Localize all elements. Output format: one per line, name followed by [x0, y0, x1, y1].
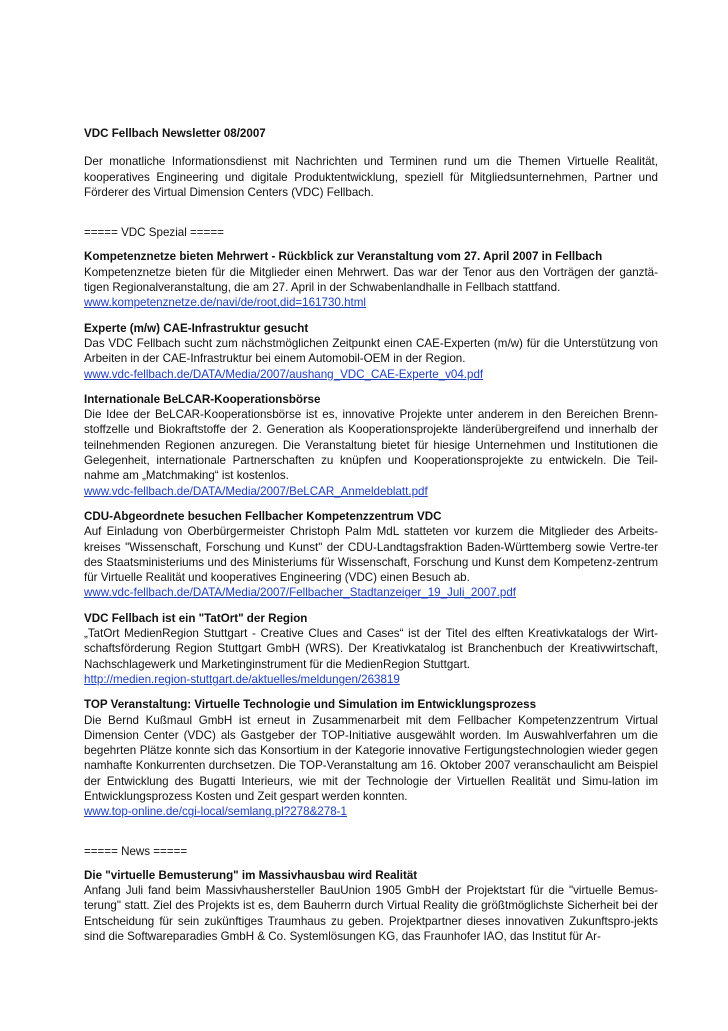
- article-heading: Die "virtuelle Bemusterung" im Massivhausbau wird Realität: [84, 868, 418, 882]
- article-link[interactable]: www.kompetenznetze.de/navi/de/root,did=161730.html: [84, 296, 366, 310]
- article-virtuelle-bemusterung: [84, 868, 658, 944]
- article-heading: VDC Fellbach ist ein "TatOrt" der Region: [84, 611, 308, 625]
- article-heading: Kompetenznetze bieten Mehrwert - Rückblick zur Veranstaltung vom 27. April 2007 in Fellbach: [84, 250, 603, 264]
- article-heading: Experte (m/w) CAE-Infrastruktur gesucht: [84, 321, 309, 335]
- newsletter-title: VDC Fellbach Newsletter 08/2007: [84, 127, 266, 140]
- article-body: Auf Einladung von Oberbürgermeister Christoph Palm MdL statteten vor kurzem die Mitglieder des Arbeits-kreises "Wissenschaft, Forschung und Kunst" der CDU-Landtagsfraktion Baden-Württemberg sowie Vertre-ter des Staatsministeriums und des Ministeriums für Wissenschaft, Forschung und Kunst dem Kompetenz-zentrum für Virtuelle Realität und kooperatives Engineering (VDC) einen Besuch ab.: [84, 525, 658, 585]
- section-heading-spezial: ===== VDC Spezial =====: [84, 226, 224, 240]
- section-heading-news: ===== News =====: [84, 844, 188, 858]
- article-cdu-besuch: [84, 509, 658, 601]
- article-link[interactable]: www.vdc-fellbach.de/DATA/Media/2007/aushang_VDC_CAE-Experte_v04.pdf: [84, 367, 484, 381]
- article-body: Kompetenznetze bieten für die Mitglieder einen Mehrwert. Das war der Tenor aus den Vorträgen der ganztä-tigen Regionalveranstaltung, die am 27. April in der Schwabenlandhalle in Fellbach stattfand.: [84, 265, 658, 295]
- article-kompetenznetze: [84, 249, 658, 310]
- article-body: Anfang Juli fand beim Massivhaushersteller BauUnion 1905 GmbH der Projektstart für die "virtuelle Bemus-terung" statt. Ziel des Projekts ist es, dem Bauherrn durch Virtual Reality die größtmöglichste Sicherheit bei der Entscheidung für sein zukünftiges Traumhaus zu geben. Projektpartner dieses innovativen Zukunftspro-jekts sind die Softwareparadies GmbH & Co. Systemlösungen KG, das Fraunhofer IAO, das Institut für Ar-: [84, 884, 658, 944]
- article-body: Die Idee der BeLCAR-Kooperationsbörse ist es, innovative Projekte unter anderem in den Bereichen Brenn-stoffzelle und Biokraftstoffe der 2. Generation als Kooperationsprojekte länderübergreifend und innerhalb der teilnehmenden Regionen anzuregen. Die Veranstaltung bietet für hiesige Unternehmen und Institutionen die Gelegenheit, internationale Partnerschaften zu knüpfen und Kooperationsprojekte zu entwickeln. Die Teil-nahme am „Matchmaking“ ist kostenlos.: [84, 408, 658, 483]
- article-belcar: [84, 392, 658, 499]
- article-link[interactable]: http://medien.region-stuttgart.de/aktuelles/meldungen/263819: [84, 672, 400, 686]
- article-cae-experte: [84, 321, 658, 382]
- article-heading: Internationale BeLCAR-Kooperationsbörse: [84, 392, 321, 406]
- newsletter-content: [84, 126, 658, 954]
- article-body: Das VDC Fellbach sucht zum nächstmöglichen Zeitpunkt einen CAE-Experten (m/w) für die Unterstützung von Arbeiten in der CAE-Infrastruktur bei einem Automobil-OEM in der Region.: [84, 336, 658, 366]
- article-tatort: [84, 611, 658, 687]
- section-spacer: [84, 830, 658, 844]
- article-link[interactable]: www.top-online.de/cgi-local/semlang.pl?278&278-1: [84, 805, 347, 819]
- article-body: Die Bernd Kußmaul GmbH ist erneut in Zusammenarbeit mit dem Fellbacher Kompetenzzentrum Virtual Dimension Center (VDC) als Gastgeber der TOP-Initiative ausgewählt worden. Im Auswahlverfahren um die begehrten Plätze konnte sich das Konsortium in der Kategorie innovative Fertigungstechnologien wieder gegen namhafte Konkurrenten durchsetzen. Die TOP-Veranstaltung am 16. Oktober 2007 veranschaulicht am Beispiel der Entwicklung des Bugatti Interieurs, wie mit der Technologie der Virtuellen Realität und Simu-lation im Entwicklungsprozess Kosten und Zeit gespart werden konnten.: [84, 713, 658, 803]
- newsletter-intro: Der monatliche Informationsdienst mit Nachrichten und Terminen rund um die Themen Virtuelle Realität, kooperatives Engineering und digitale Produktentwicklung, speziell für Mitgliedsunternehmen, Partner und Förderer des Virtual Dimension Centers (VDC) Fellbach.: [84, 155, 658, 199]
- article-top-veranstaltung: [84, 697, 658, 819]
- article-link[interactable]: www.vdc-fellbach.de/DATA/Media/2007/Fellbacher_Stadtanzeiger_19_Juli_2007.pdf: [84, 586, 517, 600]
- article-link[interactable]: www.vdc-fellbach.de/DATA/Media/2007/BeLCAR_Anmeldeblatt.pdf: [84, 484, 428, 498]
- article-heading: TOP Veranstaltung: Virtuelle Technologie und Simulation im Entwicklungsprozess: [84, 698, 537, 712]
- article-body: „TatOrt MedienRegion Stuttgart - Creative Clues and Cases“ ist der Titel des elften Kreativkatalogs der Wirt-schaftsförderung Region Stuttgart GmbH (WRS). Der Kreativkatalog ist Branchenbuch der Kreativwirtschaft, Nachschlagewerk und Marketinginstrument für die MedienRegion Stuttgart.: [84, 627, 658, 671]
- article-heading: CDU-Abgeordnete besuchen Fellbacher Kompetenzzentrum VDC: [84, 509, 442, 523]
